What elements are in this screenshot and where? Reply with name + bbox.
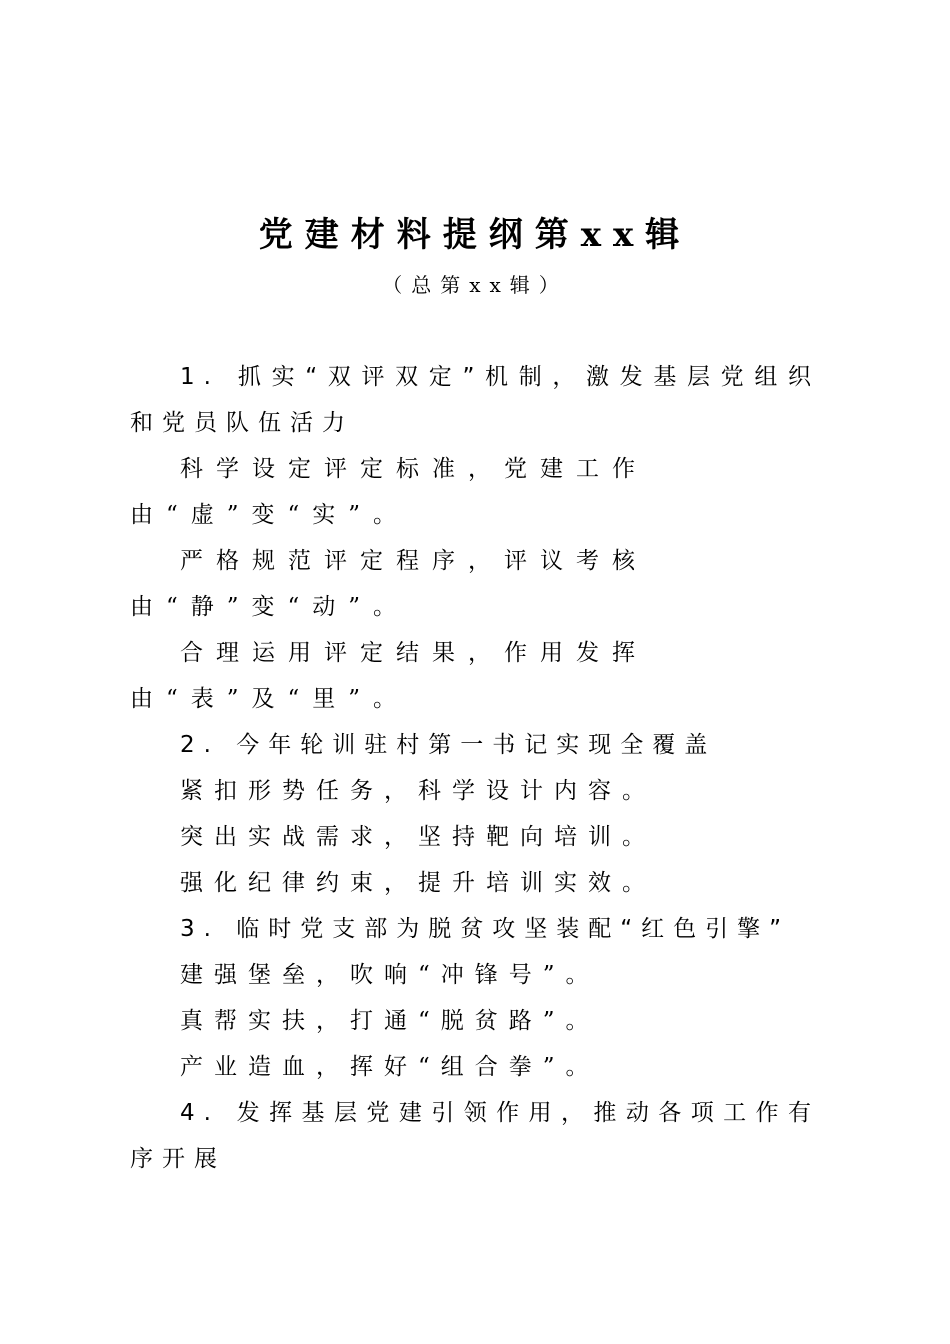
section-paragraph: 严格规范评定程序，评议考核由“静”变“动”。 bbox=[130, 548, 648, 620]
section-heading: 1. 抓实“双评双定”机制，激发基层党组织和党员队伍活力 bbox=[130, 364, 820, 436]
section-1 bbox=[130, 354, 820, 722]
section-paragraph: 突出实战需求，坚持靶向培训。 bbox=[180, 824, 656, 850]
section-paragraph: 产业造血，挥好“组合拳”。 bbox=[180, 1054, 600, 1080]
section-paragraph: 建强堡垒，吹响“冲锋号”。 bbox=[180, 962, 600, 988]
document-subtitle: （总第xx辑） bbox=[382, 273, 568, 297]
section-paragraph: 合理运用评定结果，作用发挥由“表”及“里”。 bbox=[130, 640, 648, 712]
section-paragraph: 强化纪律约束，提升培训实效。 bbox=[180, 870, 656, 896]
section-3 bbox=[130, 906, 820, 1090]
section-2 bbox=[130, 722, 820, 906]
section-paragraph: 科学设定评定标准，党建工作由“虚”变“实”。 bbox=[130, 456, 648, 528]
section-heading: 2. 今年轮训驻村第一书记实现全覆盖 bbox=[180, 732, 717, 758]
section-4 bbox=[130, 1090, 820, 1182]
section-heading: 4. 发挥基层党建引领作用，推动各项工作有序开展 bbox=[130, 1100, 820, 1172]
section-paragraph: 紧扣形势任务，科学设计内容。 bbox=[180, 778, 656, 804]
document-title: 党建材料提纲第xx辑 bbox=[258, 215, 692, 255]
section-heading: 3. 临时党支部为脱贫攻坚装配“红色引擎” bbox=[180, 916, 791, 942]
section-paragraph: 真帮实扶，打通“脱贫路”。 bbox=[180, 1008, 600, 1034]
document-body bbox=[130, 354, 820, 1182]
